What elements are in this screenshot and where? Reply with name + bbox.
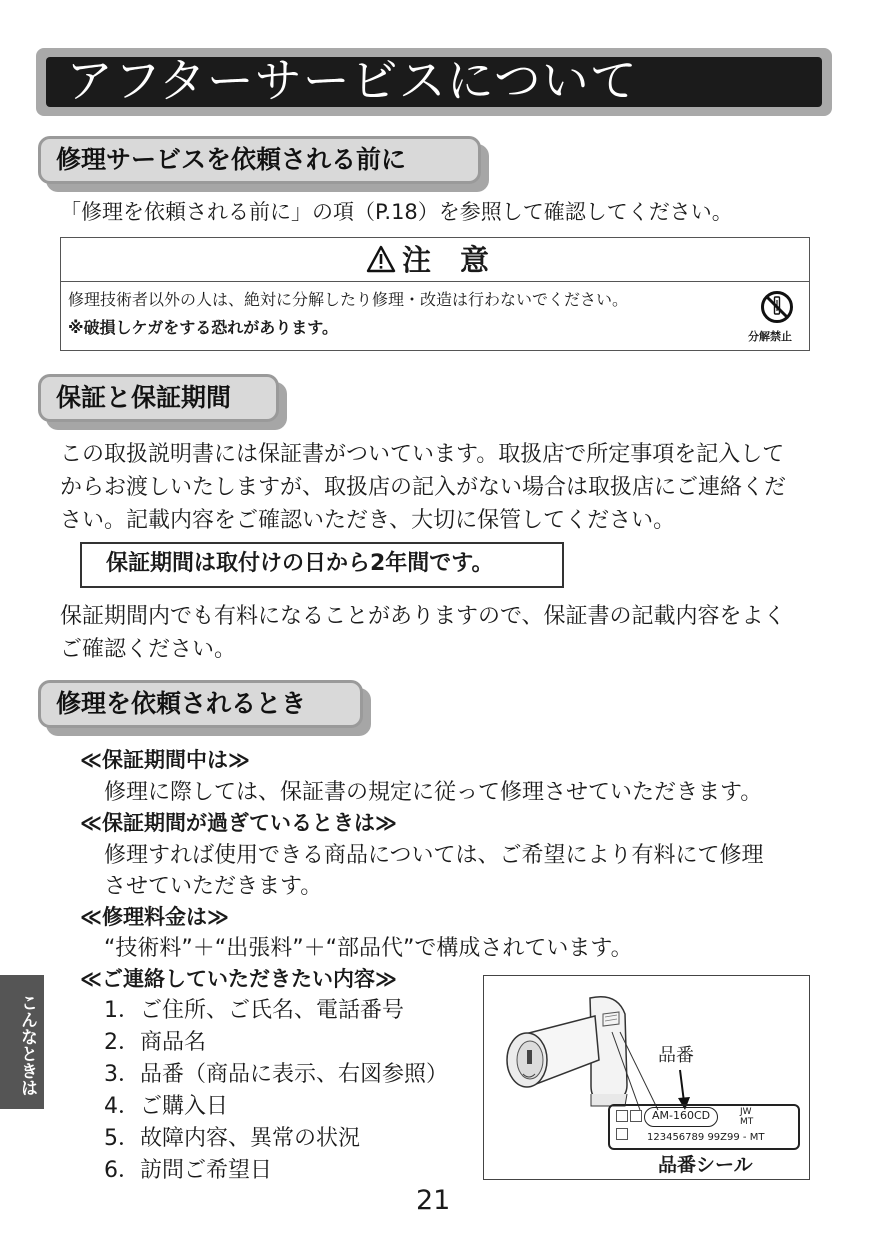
before-repair-text: 「修理を依頼される前に」の項（P.18）を参照して確認してください。 [60, 200, 733, 224]
warranty-para-line: この取扱説明書には保証書がついています。取扱店で所定事項を記入して [60, 442, 785, 467]
section-heading-label: 修理サービスを依頼される前に [56, 145, 407, 174]
item-line: 修理に際しては、保証書の規定に従って修理させていただきます。 [104, 780, 763, 805]
section-heading-requesting-repair [38, 680, 363, 728]
subheading-in-warranty: ≪保証期間中は≫ [80, 748, 250, 772]
warranty-period-text: 保証期間は取付けの日から2年間です。 [106, 551, 494, 576]
contact-list-item: 3．品番（商品に表示、右図参照） [104, 1062, 448, 1087]
subheading-contact-info: ≪ご連絡していただきたい内容≫ [80, 967, 397, 991]
no-disassembly-icon [760, 290, 794, 324]
no-disassembly-label: 分解禁止 [748, 330, 792, 343]
page-title: アフターサービスについて [66, 54, 638, 109]
side-tab-label: こんなときは [17, 994, 37, 1096]
section-heading-label: 保証と保証期間 [56, 383, 232, 412]
sticker-square [616, 1110, 628, 1122]
sticker-square [616, 1128, 628, 1140]
model-sticker-caption: 品番シール [658, 1154, 753, 1176]
caution-divider [60, 281, 810, 282]
subheading-after-warranty: ≪保証期間が過ぎているときは≫ [80, 811, 397, 835]
warning-triangle-icon [366, 245, 396, 281]
section-heading-label: 修理を依頼されるとき [56, 689, 307, 718]
section-heading-before-repair [38, 136, 481, 184]
model-number-label: 品番 [658, 1045, 694, 1066]
caution-line-1: 修理技術者以外の人は、絶対に分解したり修理・改造は行わないでください。 [68, 290, 629, 309]
warranty-para-line: からお渡しいたしますが、取扱店の記入がない場合は取扱店にご連絡くだ [60, 475, 787, 500]
contact-list-item: 6．訪問ご希望日 [104, 1158, 272, 1183]
item-line: 修理すれば使用できる商品については、ご希望により有料にて修理 [104, 843, 764, 868]
page-number: 21 [416, 1185, 451, 1216]
warranty-note-line: ご確認ください。 [60, 637, 237, 662]
warranty-para-line: さい。記載内容をご確認いただき、大切に保管してください。 [60, 508, 676, 533]
caution-line-2: ※破損しケガをする恐れがあります。 [68, 318, 338, 337]
item-line: させていただきます。 [104, 874, 323, 899]
callout-lines [600, 1030, 690, 1115]
sticker-square [630, 1110, 642, 1122]
model-code: AM-160CD [652, 1109, 711, 1122]
warranty-note-line: 保証期間内でも有料になることがありますので、保証書の記載内容をよく [60, 604, 786, 629]
serial-number: 123456789 99Z99 - MT [647, 1132, 765, 1143]
contact-list-item: 5．故障内容、異常の状況 [104, 1126, 360, 1151]
contact-list-item: 4．ご購入日 [104, 1094, 228, 1119]
sticker-code-bottom: MT [740, 1117, 754, 1127]
subheading-repair-fee: ≪修理料金は≫ [80, 905, 229, 929]
item-line: “技術料”＋“出張料”＋“部品代”で構成されています。 [104, 936, 633, 961]
caution-heading-text: 注 意 [402, 243, 490, 277]
sticker-code-top: JW [740, 1107, 752, 1117]
caution-heading [366, 242, 489, 281]
section-heading-warranty [38, 374, 279, 422]
contact-list-item: 2．商品名 [104, 1030, 206, 1055]
contact-list-item: 1．ご住所、ご氏名、電話番号 [104, 998, 404, 1023]
